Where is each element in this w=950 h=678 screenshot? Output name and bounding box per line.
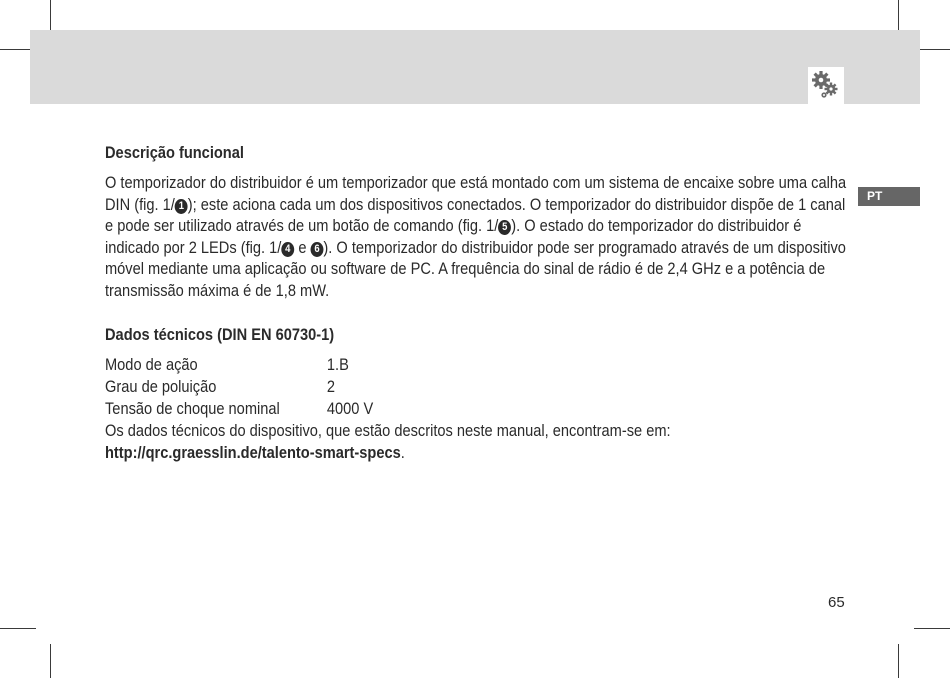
paragraph-text: ). O estado do temporizador do distribuidor é indicado por 2 LEDs (fig. 1/ [105,216,802,257]
section-title-functional-description: Descrição funcional [105,143,244,162]
spec-value: 4000 V [326,398,374,418]
functional-description-paragraph [105,172,850,302]
crop-mark [0,628,36,629]
spec-value: 1.B [326,354,349,374]
crop-mark [914,628,950,629]
spec-link-line [105,442,850,464]
spec-row [105,376,850,398]
figure-ref-badge: 6 [311,242,324,257]
technical-data-list [105,354,850,464]
paragraph-text: e [294,237,311,257]
spec-value: 2 [326,376,336,396]
crop-mark [898,0,899,34]
link-suffix: . [400,442,405,462]
crop-mark [898,644,899,678]
spec-note: Os dados técnicos do dispositivo, que estão descritos neste manual, encontram-se em: [105,420,671,440]
spec-label: Modo de ação [105,354,198,374]
spec-label: Grau de poluição [105,376,217,396]
figure-ref-badge: 4 [281,242,294,257]
header-band [30,30,920,104]
paragraph-text: O temporizador do distribuidor é um temporizador que está montado com um sistema de encaixe sobre uma calha DIN (fig. 1/ [105,173,847,214]
figure-ref-badge: 5 [498,220,511,235]
section-title-technical-data: Dados técnicos (DIN EN 60730-1) [105,324,335,344]
crop-mark [50,644,51,678]
main-content [105,140,847,464]
paragraph-text: ); este aciona cada um dos dispositivos conectados. O temporizador do distribuidor dispõe de 1 canal e pode ser utilizado através de um botão de comando (fig. 1/ [105,194,846,236]
header-icon-tab [808,67,844,104]
page-number: 65 [828,594,845,611]
language-tab: PT [858,187,920,206]
spec-row [105,354,850,376]
gears-icon [811,70,841,100]
specs-url-link[interactable]: http://qrc.graesslin.de/talento-smart-specs [105,442,401,462]
spec-label: Tensão de choque nominal [105,398,280,418]
spec-row [105,398,850,420]
figure-ref-badge: 1 [175,199,188,214]
crop-mark [50,0,51,34]
paragraph-text: ). O temporizador do distribuidor pode ser programado através de um dispositivo móvel mediante uma aplicação ou software de PC. A frequência do sinal de rádio é de 2,4 GHz e a potência de transmissão máxima é de 1,8 mW. [105,237,846,300]
